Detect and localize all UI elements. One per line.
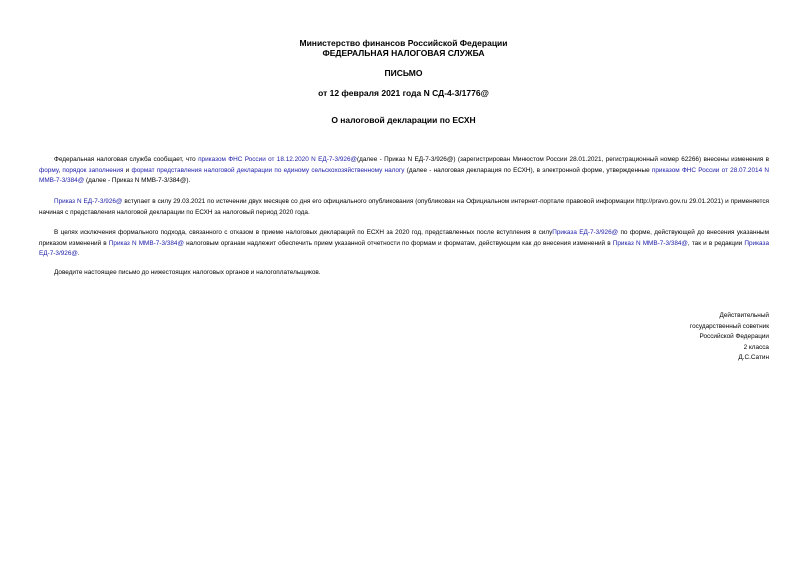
p4-text-1: Доведите настоящее письмо до нижестоящих налоговых органов и налогоплательщиков. — [54, 269, 321, 276]
p3-text-5: . — [77, 250, 80, 258]
link-order-mmv-7-3-384[interactable]: Приказ N ММВ-7-3/384@ — [612, 239, 688, 247]
paragraph-4 — [39, 268, 769, 279]
paragraph-3 — [39, 228, 769, 260]
link-declaration-format[interactable]: формат представления налоговой декларации по единому сельскохозяйственному налогу — [131, 166, 405, 174]
signature-block — [690, 311, 769, 364]
p1-text-2: (далее - Приказ N ЕД-7-3/926@) (зарегистрирован Минюстом России 28.01.2021, регистрационный номер 62266) внесены изменения в — [357, 156, 769, 163]
p2-text-1: вступает в силу 29.03.2021 по истечении двух месяцев со дня его официального опубликования (опубликован на Официальном интернет-портале правовой информации http://pravo.gov.ru 29.01.2021) и применяется начиная с представления налоговой декларации по ЕСХН за налоговый период 2020 года. — [39, 198, 769, 216]
signature-rank-line-2: государственный советник — [689, 322, 769, 330]
document-date-number: от 12 февраля 2021 года N СД-4-3/1776@ — [318, 88, 489, 98]
link-order-ed-7-3-926[interactable]: Приказа ЕД-7-3/926@ — [552, 229, 619, 236]
link-order-ed-7-3-926[interactable]: Приказ N ЕД-7-3/926@ — [54, 198, 123, 205]
signature-rank-line-1: Действительный — [719, 312, 769, 319]
p1-text-5: (далее - налоговая декларация по ЕСХН), в электронной форме, утвержденные — [404, 166, 652, 174]
link-form[interactable]: форму — [39, 166, 59, 174]
link-order-ed-7-3-926[interactable]: Приказа ЕД-7-3/926@ — [39, 239, 769, 258]
signatory-name: Д.С.Сатин — [738, 354, 769, 362]
signature-rank-line-4: 2 класса — [743, 343, 769, 351]
signature-rank-line-3: Российской Федерации — [699, 333, 769, 341]
link-filling-procedure[interactable]: порядок заполнения — [62, 166, 124, 174]
paragraph-2 — [39, 197, 769, 218]
document-subject: О налоговой декларации по ЕСХН — [331, 115, 476, 125]
p1-text-6: (далее - Приказ N ММВ-7-3/384@). — [84, 177, 191, 185]
document-type: ПИСЬМО — [384, 68, 423, 78]
p3-text-3: налоговым органам надлежит обеспечить прием указанной отчетности по формам и форматам, действующим как до внесения изменений в — [183, 239, 613, 247]
service-heading: ФЕДЕРАЛЬНАЯ НАЛОГОВАЯ СЛУЖБА — [322, 48, 485, 58]
link-order-mmv-7-3-384[interactable]: приказом ФНС России от 28.07.2014 N ММВ-7-3/384@ — [39, 166, 769, 185]
p3-text-2: по форме, действующей до внесения указанным приказом изменений в — [39, 229, 770, 247]
ministry-heading: Министерство финансов Российской Федерации — [299, 38, 508, 48]
p1-text-4: и — [123, 166, 132, 174]
paragraph-1 — [39, 155, 769, 187]
link-order-mmv-7-3-384[interactable]: Приказ N ММВ-7-3/384@ — [108, 239, 184, 247]
p3-text-4: , так и в редакции — [687, 239, 745, 247]
p1-text-1: Федеральная налоговая служба сообщает, что — [54, 156, 199, 163]
link-order-ed-7-3-926[interactable]: приказом ФНС России от 18.12.2020 N ЕД-7-3/926@ — [198, 156, 357, 163]
p1-text-3: , — [58, 166, 63, 174]
p3-text-1: В целях исключения формального подхода, связанного с отказом в приеме налоговых деклараций по ЕСХН за 2020 год, представленных после вступления в силу — [54, 229, 553, 236]
